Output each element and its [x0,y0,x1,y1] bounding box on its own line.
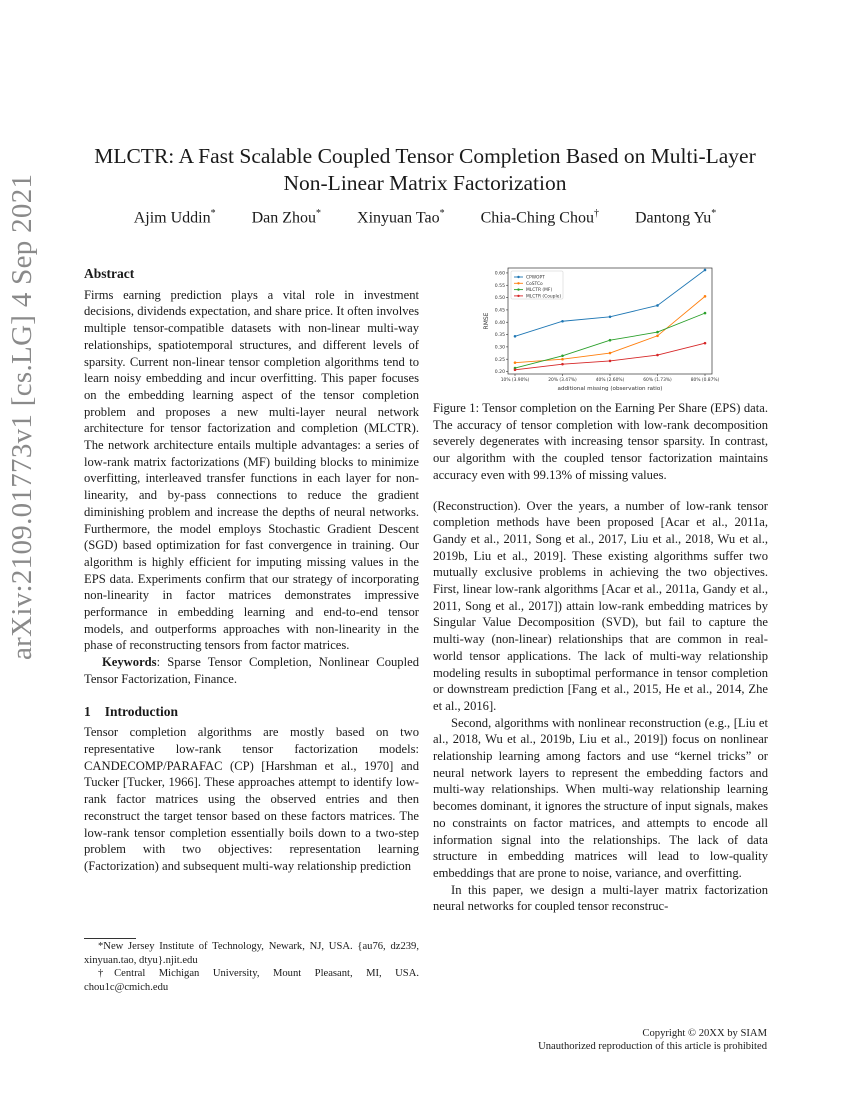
author: Xinyuan Tao* [357,208,445,227]
intro-paragraph-1-continued: (Reconstruction). Over the years, a number of low-rank tensor completion methods have been proposed [Acar et al., 2011a, Gandy et al., 2011, Song et al., 2017, Liu et al., 2018, Wu et al., 2019b, Liu et al., 2019]. These existing algorithms suffer two mutually exclusive problems in achieving the two objectives. First, linear low-rank algorithms [Acar et al., 2011a, Gandy et al., 2011, Song et al., 2017]) attain low-rank embedding matrices by Singular Value Decomposition (SVD), but fail to capture the multi-way (non-linear) relationships that are common in real-world tensor applications. The lack of multi-way relationship modeling results in suboptimal performance in tensor completion or downstream prediction [Fang et al., 2015, He et al., 2014, Zhe et al., 2016]. [433,498,768,713]
legend-marker [517,295,519,297]
legend-marker [517,276,519,278]
author: Dan Zhou* [251,208,322,227]
x-tick-label: 20% (3.47%) [548,378,577,383]
x-tick-label: 60% (1.73%) [643,378,672,383]
x-axis-label: additional missing (observation ratio) [557,386,663,392]
data-point [514,369,517,372]
figure-1-line-chart [480,264,720,398]
y-tick-label: 0.40 [494,320,505,326]
data-point [561,354,564,357]
keywords: Keywords: Sparse Tensor Completion, Nonlinear Coupled Tensor Factorization, Finance. [84,655,419,686]
y-tick-label: 0.60 [494,271,505,277]
data-point [704,312,707,315]
footnote-rule [84,938,136,939]
figure-caption: Figure 1: Tensor completion on the Earning Per Share (EPS) data. The accuracy of tensor completion with low-rank decomposition severely degenerates with increasing tensor sparsity. In contrast, our algorithm with the coupled tensor factorization maintains accuracy even with 99.13% of missing values. [433,401,768,482]
right-column [433,400,768,915]
data-point [609,352,612,355]
footnote-affiliation-1: *New Jersey Institute of Technology, Newark, NJ, USA. {au76, dz239, xinyuan.tao, dtyu}.njit.edu [84,941,419,966]
y-tick-label: 0.35 [494,333,505,339]
data-point [704,269,707,272]
data-point [656,334,659,337]
legend-marker [517,288,519,290]
author-list [80,208,770,227]
data-point [656,304,659,307]
data-point [609,360,612,363]
legend-marker [517,282,519,284]
footnotes [84,938,419,994]
legend-label: MLCTR (Couple) [526,294,562,300]
data-point [561,320,564,323]
y-tick-label: 0.30 [494,345,505,351]
data-point [656,354,659,357]
legend-label: CPWOPT [526,275,545,281]
y-tick-label: 0.55 [494,283,505,289]
arxiv-stamp: arXiv:2109.01773v1 [cs.LG] 4 Sep 2021 [6,173,38,660]
data-point [656,331,659,334]
y-tick-label: 0.25 [494,357,505,363]
y-tick-label: 0.50 [494,296,505,302]
data-point [704,295,707,298]
title-line-1: MLCTR: A Fast Scalable Coupled Tensor Completion Based on Multi-Layer [94,144,756,168]
author: Chia-Ching Chou† [480,208,599,227]
title-line-2: Non-Linear Matrix Factorization [283,171,567,195]
paper-title [80,143,770,197]
intro-paragraph-3: In this paper, we design a multi-layer matrix factorization neural networks for coupled tensor reconstruc- [433,882,768,914]
reproduction-notice: Unauthorized reproduction of this article is prohibited [538,1040,767,1052]
y-axis-label: RMSE [483,312,490,330]
data-point [514,361,517,364]
copyright-notice [538,1028,767,1053]
data-point [514,335,517,338]
data-point [609,339,612,342]
intro-paragraph-1: Tensor completion algorithms are mostly based on two representative low-rank tensor factorization models: CANDECOMP/PARAFAC (CP) [Harshman et al., 1970] and Tucker [Tucker, 1966]. These approaches attempt to identify low-rank factor matrices using the observed entries and then reconstruct the target tensor based on these factors matrices. The low-rank tensor completion essentially boils down to a two-step problem with two objectives: representation learning (Factorization) and subsequent multi-way relationship prediction [84,725,419,873]
legend-label: CoSTCo [526,281,543,287]
author: Dantong Yu* [634,208,717,227]
abstract-text: Firms earning prediction plays a vital role in investment decisions, dividends expectation, and share price. It often involves multiple tensor-compatible datasets with non-linear multi-way relationships, spatiotemporal structures, and different levels of sparsity. Current non-linear tensor completion algorithms tend to learn noisy embedding and incur overfitting. This paper focuses on the embedding learning aspect of the tensor completion problem and proposes a new multi-layer neural network architecture for tensor factorization and completion (MLCTR). The network architecture entails multiple advantages: a series of low-rank matrix factorizations (MF) building blocks to minimize overfitting, interleaved transfer functions in each layer for non-linearity, and by-pass connections to reduce the gradient diminishing problem and increase the depths of neural networks. Furthermore, the model employs Stochastic Gradient Descent (SGD) based optimization for fast convergence in training. Our algorithm is highly efficient for imputing missing values in the EPS data. Experiments confirm that our strategy of incorporating non-linearity in factor matrices demonstrates impressive performance in embedding learning and end-to-end tensor models, and outperforms approaches with non-linearity in the phase of reconstructing tensors from factor matrices. [84,287,419,653]
legend-label: MLCTR (MF) [526,288,553,294]
data-point [609,316,612,319]
x-tick-label: 10% (3.90%) [500,378,530,383]
y-tick-label: 0.45 [494,308,505,314]
abstract-heading: Abstract [84,266,135,281]
footnote-affiliation-2: †Central Michigan University, Mount Pleasant, MI, USA. chou1c@cmich.edu [84,968,419,993]
copyright-line: Copyright © 20XX by SIAM [642,1028,767,1039]
x-tick-label: 40% (2.60%) [595,378,625,383]
section-heading-introduction: 1 Introduction [84,703,179,719]
data-point [704,342,707,345]
y-tick-label: 0.20 [494,370,505,376]
data-point [561,363,564,366]
data-point [561,358,564,361]
intro-paragraph-2: Second, algorithms with nonlinear reconstruction (e.g., [Liu et al., 2018, Wu et al., 2019b, Liu et al., 2019]) focus on nonlinear relationship learning among factors and use “kernel tricks” or neural network layers to represent the embedding factors and multi-way relationships. When multi-way relationship learning becomes dominant, it ignores the structure of input signals, makes no constraints on factor matrices, and attempts to encode all information signal into the relationships. The lack of data structure in embedding matrices will lead to low-quality embeddings that are prone to noise, variance, and overfitting. [433,715,768,880]
x-tick-label: 80% (0.87%) [690,378,720,383]
author: Ajim Uddin* [133,208,216,227]
left-column [84,266,419,875]
